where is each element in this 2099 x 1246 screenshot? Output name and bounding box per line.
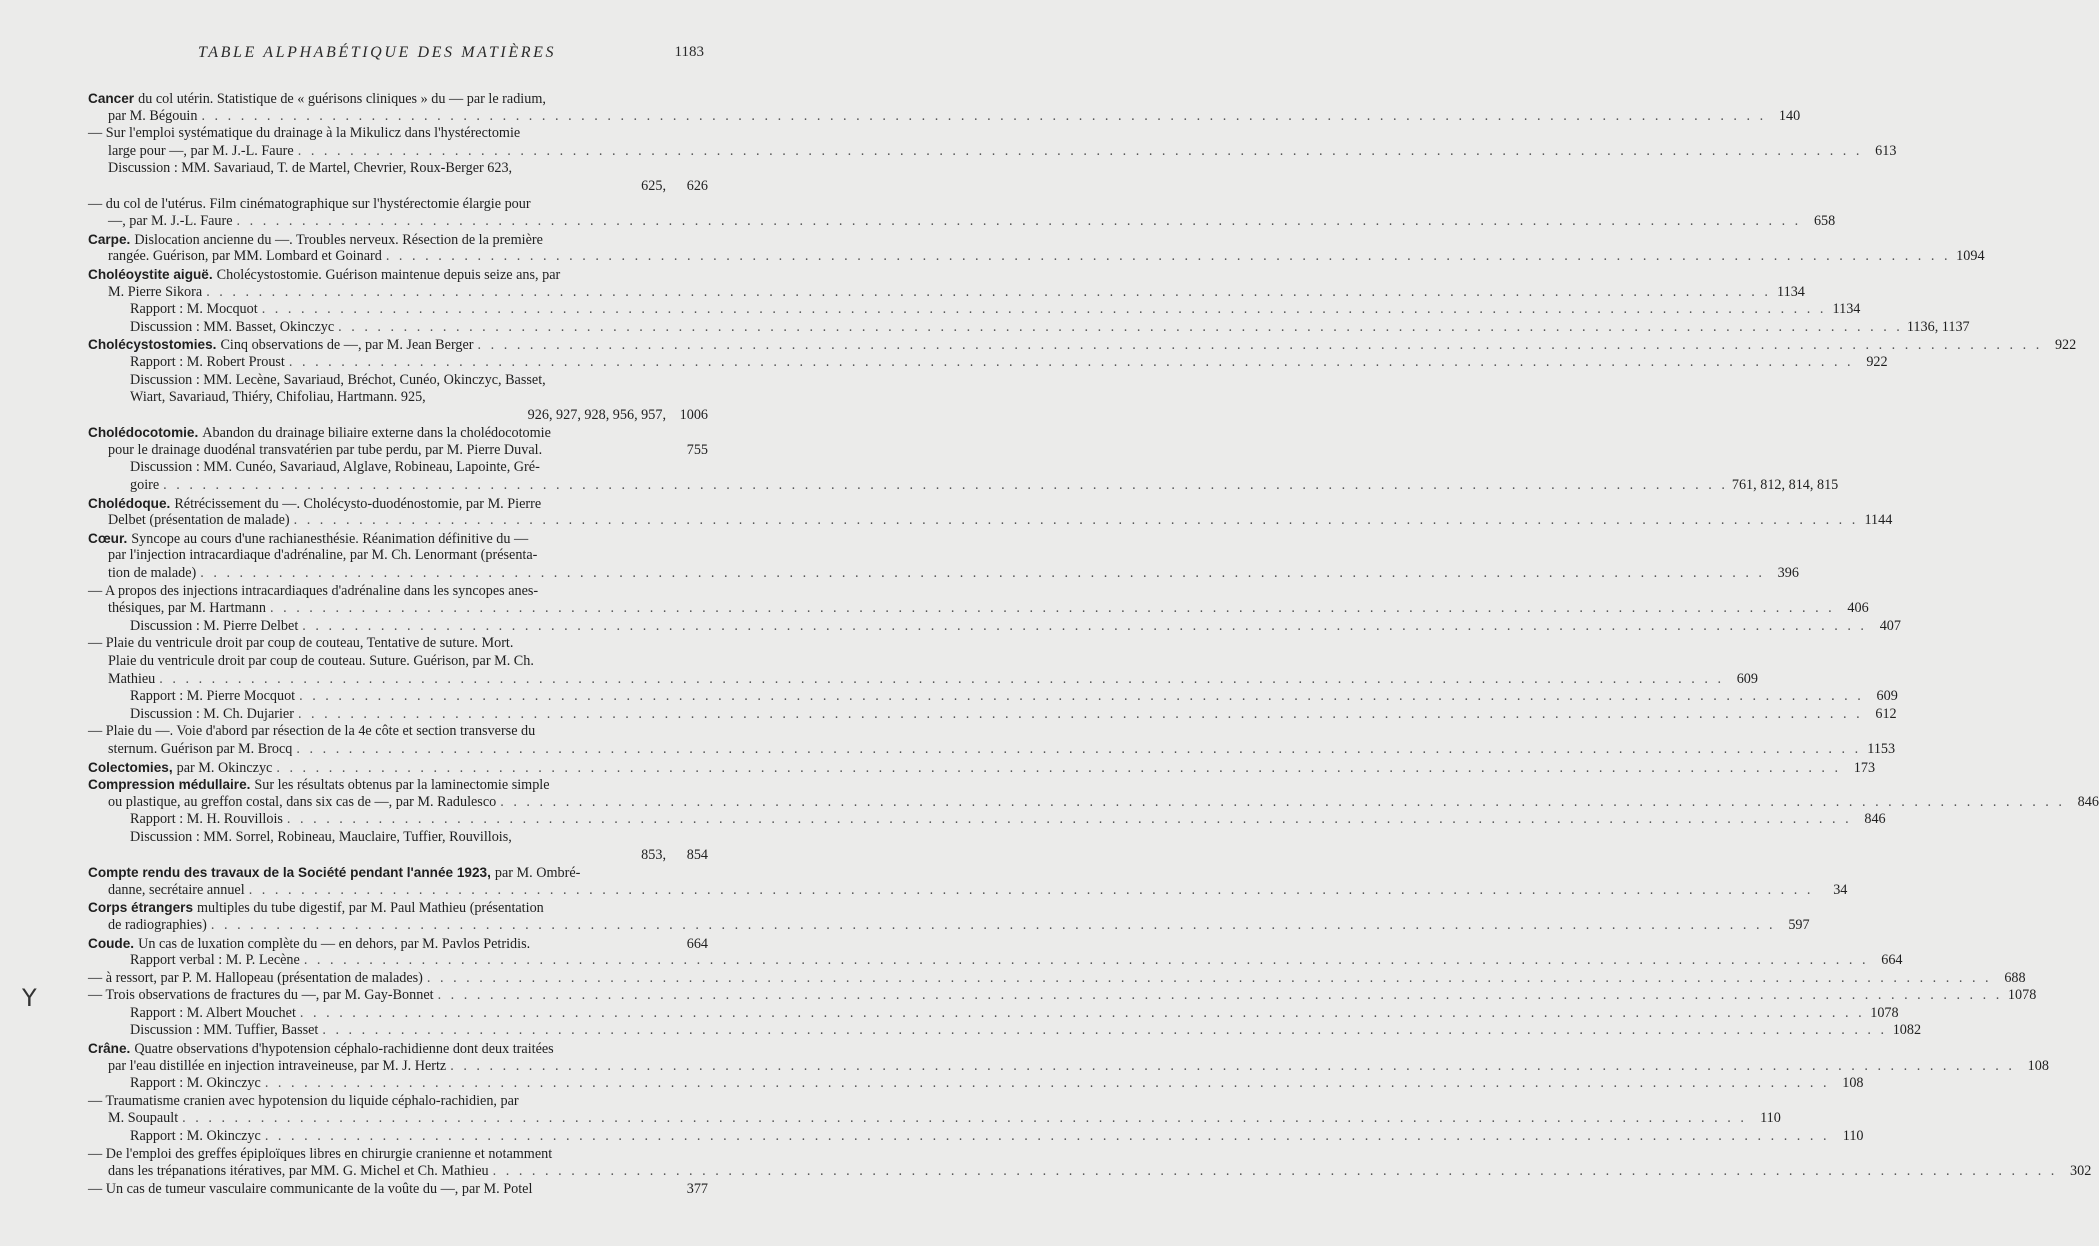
entry-body: Rétrécissement du —. Cholécysto-duodénostomie, par M. Pierre	[174, 495, 542, 512]
index-line	[88, 1022, 1922, 1040]
index-line	[88, 987, 2037, 1005]
entry-text	[88, 530, 528, 549]
entry-text	[130, 688, 295, 706]
leader-dots	[299, 688, 1864, 706]
page-ref: 664	[686, 935, 708, 952]
index-line	[88, 1004, 1899, 1023]
entry-text	[130, 618, 298, 636]
entry-body: tion de malade)	[108, 565, 197, 582]
page-ref: 1136, 1137	[1906, 318, 1970, 335]
entry-text	[108, 442, 542, 460]
leader-dots	[159, 671, 1724, 689]
entry-text	[108, 671, 155, 689]
page-ref: 1078	[1870, 1004, 1899, 1021]
page-ref: 613	[1875, 142, 1897, 159]
entry-text	[88, 970, 423, 988]
leader-dots	[302, 618, 1867, 636]
index-line	[88, 477, 1839, 495]
page-ref: 658	[1813, 213, 1836, 230]
entry-body: 926, 927, 928, 956, 957,	[527, 406, 666, 423]
entry-body: — De l'emploi des greffes épiploïques libres en chirurgie cranienne et notamment	[88, 1145, 553, 1162]
entry-body: Cholécystostomie. Guérison maintenue depuis seize ans, par	[216, 266, 561, 283]
entry-body: — Trois observations de fractures du —, par M. Gay-Bonnet	[88, 987, 434, 1004]
entry-text	[88, 1093, 519, 1111]
entry-body: — du col de l'utérus. Film cinématographique sur l'hystérectomie élargie pour	[88, 195, 531, 212]
leader-dots	[338, 319, 1903, 337]
index-line	[88, 178, 708, 196]
entry-body: Rapport verbal : M. P. Lecène	[130, 952, 300, 969]
entry-text	[88, 196, 531, 214]
index-line	[88, 705, 1897, 724]
entry-text	[108, 143, 294, 161]
leader-dots	[386, 248, 1951, 266]
entry-keyword: Cholédocotomie.	[88, 425, 199, 441]
index-line	[88, 459, 708, 477]
margin-mark: Y	[22, 984, 37, 1012]
entry-keyword: Coude.	[88, 935, 135, 951]
page-ref: 1153	[1867, 740, 1896, 757]
entry-keyword: Compression médullaire.	[88, 777, 251, 793]
entry-body: M. Soupault	[108, 1110, 179, 1127]
entry-keyword: Choléoystite aiguë.	[88, 266, 213, 282]
entry-body: goire	[130, 477, 160, 494]
entry-text	[130, 1022, 318, 1040]
entry-text	[88, 723, 535, 741]
entry-body: — A propos des injections intracardiaques d'adrénaline dans les syncopes anes-	[88, 582, 539, 599]
index-line	[88, 248, 1985, 266]
page-ref: 612	[1875, 705, 1897, 722]
leader-dots	[294, 512, 1859, 530]
entry-body: Rapport : M. Okinczyc	[130, 1128, 261, 1145]
entry-body: multiples du tube digestif, par M. Paul Mathieu (présentation	[197, 900, 544, 917]
leader-dots	[270, 600, 1835, 618]
index-line	[88, 301, 1861, 319]
entry-text	[88, 935, 530, 954]
entry-body: de radiographies)	[108, 916, 207, 933]
index-line	[88, 1057, 2049, 1076]
index-line	[88, 107, 1801, 126]
index-line	[88, 670, 1758, 689]
index-line	[88, 407, 708, 425]
entry-body: pour le drainage duodénal transvatérien par tube perdu, par M. Pierre Duval.	[108, 441, 543, 458]
leader-dots	[289, 354, 1854, 372]
page-ref: 688	[2004, 969, 2026, 986]
entry-body: du col utérin. Statistique de « guérisons cliniques » du — par le radium,	[138, 91, 546, 107]
leader-dots	[276, 760, 1841, 778]
entry-text	[528, 407, 666, 425]
index-line	[88, 1075, 1864, 1093]
entry-text	[108, 1163, 489, 1181]
entry-body: Rapport : M. H. Rouvillois	[130, 811, 283, 828]
index-line	[88, 1146, 708, 1164]
leader-dots	[298, 706, 1863, 724]
entry-text	[130, 1075, 261, 1093]
entry-body: Mathieu	[108, 670, 156, 687]
page-ref: 1082	[1892, 1022, 1922, 1039]
entry-text	[641, 178, 666, 196]
entry-text	[108, 653, 534, 671]
entry-keyword: Compte rendu des travaux de la Société pendant l'année 1923,	[88, 865, 491, 881]
page-ref: 597	[1788, 916, 1810, 933]
entry-body: — Plaie du —. Voie d'abord par résection de la 4e côte et section transverse du	[88, 723, 536, 740]
page-title: TABLE ALPHABÉTIQUE DES MATIÈRES	[198, 44, 557, 61]
entry-text	[88, 125, 520, 143]
entry-text	[88, 266, 560, 285]
entry-text	[88, 336, 474, 355]
leader-dots	[201, 108, 1766, 126]
index-line	[88, 160, 708, 178]
entry-text	[88, 899, 544, 918]
page-ref: 173	[1853, 759, 1876, 776]
index-line	[88, 653, 708, 671]
index-line	[88, 547, 708, 565]
index-line	[88, 829, 708, 847]
entry-text	[130, 389, 426, 407]
leader-dots	[237, 213, 1802, 231]
leader-dots	[265, 1128, 1830, 1146]
entry-keyword: Cholécystostomies.	[88, 337, 217, 353]
index-line	[88, 266, 708, 284]
entry-text	[88, 864, 580, 883]
entry-text	[130, 1128, 261, 1146]
page-ref: 1094	[1956, 248, 1985, 265]
entry-text	[108, 248, 382, 266]
page-ref: 1006	[679, 406, 708, 423]
page-ref: 1078	[2007, 987, 2037, 1004]
page-ref: 1134	[1832, 301, 1861, 318]
leader-dots	[182, 1110, 1747, 1128]
page-ref: 108	[2027, 1057, 2049, 1074]
index-line	[88, 1110, 1781, 1128]
entry-text	[108, 741, 292, 759]
index-line	[88, 600, 1869, 618]
entry-body: — à ressort, par P. M. Hallopeau (présentation de malades)	[88, 969, 423, 986]
index-line	[88, 793, 2099, 812]
index-line	[88, 723, 708, 741]
index-line	[88, 583, 708, 601]
index-line	[88, 969, 2026, 988]
entry-keyword: Colectomies,	[88, 759, 173, 775]
entry-keyword: Crâne.	[88, 1041, 131, 1057]
entry-body: Sur les résultats obtenus par la laminectomie simple	[254, 777, 550, 794]
entry-keyword: Cœur.	[88, 530, 128, 546]
entry-body: danne, secrétaire annuel	[108, 881, 245, 898]
page-ref: 377	[686, 1180, 708, 1197]
entry-text	[88, 776, 550, 795]
page-ref: 755	[686, 441, 708, 458]
entry-text	[88, 495, 541, 514]
index-entries	[88, 90, 2099, 1198]
index-line	[88, 231, 708, 249]
entry-text	[88, 1146, 552, 1164]
index-line	[88, 776, 708, 794]
entry-body: — Un cas de tumeur vasculaire communicante de la voûte du —, par M. Potel	[88, 1180, 533, 1197]
entry-body: Discussion : MM. Cunéo, Savariaud, Alglave, Robineau, Lapointe, Gré-	[130, 459, 540, 476]
leader-dots	[298, 143, 1863, 161]
entry-body: par l'injection intracardiaque d'adrénaline, par M. Ch. Lenormant (présenta-	[108, 547, 538, 564]
entry-text	[130, 372, 546, 390]
index-line	[88, 283, 1805, 302]
leader-dots	[300, 1005, 1865, 1023]
index-line	[88, 1040, 708, 1058]
entry-body: Dislocation ancienne du —. Troubles nerveux. Résection de la première	[134, 231, 543, 248]
entry-body: — Plaie du ventricule droit par coup de couteau, Tentative de suture. Mort.	[88, 635, 514, 652]
entry-keyword: Cholédoque.	[88, 495, 171, 511]
index-line	[88, 125, 708, 143]
entry-text	[88, 231, 543, 250]
entry-body: — Traumatisme cranien avec hypotension du liquide céphalo-rachidien, par	[88, 1092, 519, 1109]
entry-text	[108, 882, 245, 900]
page-ref: 34	[1833, 881, 1848, 898]
entry-text	[108, 1110, 178, 1128]
index-line	[88, 1163, 2092, 1181]
entry-body: rangée. Guérison, par MM. Lombard et Goinard	[108, 248, 382, 265]
entry-body: Rapport : M. Mocquot	[130, 301, 258, 318]
entry-body: Discussion : M. Pierre Delbet	[130, 617, 299, 634]
leader-dots	[206, 284, 1771, 302]
page-ref: 108	[1842, 1075, 1864, 1092]
index-line	[88, 740, 1896, 759]
entry-body: M. Pierre Sikora	[108, 283, 203, 300]
index-line	[88, 196, 708, 214]
entry-body: Discussion : M. Ch. Dujarier	[130, 705, 294, 722]
page-ref: 140	[1778, 107, 1801, 124]
entry-text	[108, 512, 290, 530]
entry-text	[88, 90, 546, 109]
page-ref: 922	[2054, 337, 2077, 354]
entry-text	[88, 759, 272, 778]
entry-keyword: Cancer	[88, 91, 135, 106]
index-line	[88, 881, 1848, 900]
entry-body: Abandon du drainage biliaire externe dans la cholédocotomie	[202, 425, 551, 442]
entry-text	[108, 108, 197, 126]
page-ref: 664	[1881, 952, 1903, 969]
entry-body: Wiart, Savariaud, Thiéry, Chifoliau, Hartmann. 925,	[130, 389, 426, 406]
entry-body: Discussion : MM. Sorrel, Robineau, Mauclaire, Tuffier, Rouvillois,	[130, 828, 512, 845]
entry-text	[88, 424, 551, 443]
entry-body: Un cas de luxation complète du — en dehors, par M. Pavlos Petridis.	[138, 935, 531, 952]
entry-text	[130, 459, 540, 477]
entry-text	[108, 600, 266, 618]
leader-dots	[322, 1022, 1887, 1040]
index-line	[88, 1093, 708, 1111]
leader-dots	[262, 301, 1827, 319]
index-line	[88, 318, 1970, 337]
entry-body: 625,	[641, 177, 666, 194]
page-ref: 396	[1777, 565, 1799, 582]
page-ref: 302	[2070, 1163, 2092, 1180]
entry-body: ou plastique, au greffon costal, dans six cas de —, par M. Radulesco	[108, 793, 497, 810]
entry-body: dans les trépanations itératives, par MM. G. Michel et Ch. Mathieu	[108, 1163, 489, 1180]
index-line	[88, 916, 1810, 935]
index-line	[88, 389, 708, 407]
index-line	[88, 1181, 708, 1199]
entry-text	[108, 547, 537, 565]
page-ref: 922	[1866, 353, 1888, 370]
index-line	[88, 952, 1903, 970]
index-line	[88, 424, 708, 442]
entry-text	[88, 583, 538, 601]
entry-body: par M. Okinczyc	[176, 759, 273, 776]
entry-body: large pour —, par M. J.-L. Faure	[108, 142, 294, 159]
index-line	[88, 336, 2077, 354]
leader-dots	[427, 970, 1992, 988]
leader-dots	[450, 1058, 2015, 1076]
index-line	[88, 90, 708, 108]
entry-body: Rapport : M. Okinczyc	[130, 1075, 261, 1092]
index-line	[88, 935, 708, 953]
entry-text	[108, 917, 207, 935]
index-line	[88, 759, 1876, 777]
entry-text	[130, 301, 258, 319]
entry-text	[108, 565, 196, 583]
index-line	[88, 142, 1897, 161]
index-line	[88, 495, 708, 513]
entry-body: Rapport : M. Robert Proust	[130, 353, 285, 370]
index-line	[88, 617, 1901, 636]
leader-dots	[211, 917, 1776, 935]
entry-text	[130, 1005, 296, 1023]
leader-dots	[200, 565, 1765, 583]
index-line	[88, 565, 1799, 583]
page-ref: 846	[1864, 811, 1886, 828]
page-ref: 609	[1876, 688, 1898, 705]
index-line	[88, 512, 1893, 530]
entry-body: par M. Ombré-	[494, 865, 581, 882]
index-line	[88, 864, 708, 882]
page-ref: 406	[1847, 600, 1869, 617]
page-ref: 1134	[1777, 283, 1805, 300]
page-ref: 854	[686, 846, 708, 863]
index-line	[88, 213, 1836, 231]
entry-body: —, par M. J.-L. Faure	[108, 213, 233, 230]
entry-body: Rapport : M. Pierre Mocquot	[130, 688, 296, 705]
index-line	[88, 372, 708, 390]
leader-dots	[500, 794, 2065, 812]
page-ref: 609	[1736, 670, 1758, 687]
entry-body: — Sur l'emploi systématique du drainage à la Mikulicz dans l'hystérectomie	[88, 125, 521, 142]
page-ref: 846	[2077, 793, 2099, 810]
entry-text	[108, 284, 202, 302]
entry-text	[130, 952, 300, 970]
leader-dots	[438, 987, 2003, 1005]
page-ref: 761, 812, 814, 815	[1731, 477, 1839, 494]
leader-dots	[287, 811, 1852, 829]
leader-dots	[304, 952, 1869, 970]
entry-body: 853,	[641, 846, 666, 863]
entry-keyword: Carpe.	[88, 231, 131, 247]
entry-body: Delbet (présentation de malade)	[108, 512, 290, 529]
leader-dots	[296, 741, 1861, 759]
index-line	[88, 1128, 1864, 1146]
entry-text	[130, 811, 283, 829]
index-line	[88, 847, 708, 865]
entry-body: Discussion : MM. Basset, Okinczyc	[130, 318, 335, 335]
entry-text	[88, 1181, 532, 1199]
entry-body: Quatre observations d'hypotension céphalo-rachidienne dont deux traitées	[134, 1041, 554, 1058]
page-number: 1183	[674, 44, 704, 60]
entry-body: Discussion : MM. Lecène, Savariaud, Bréchot, Cunéo, Okinczyc, Basset,	[130, 371, 546, 388]
entry-text	[130, 706, 294, 724]
page-ref: 110	[1842, 1128, 1864, 1145]
page-ref: 1144	[1864, 512, 1893, 529]
page-ref: 407	[1879, 617, 1901, 634]
entry-text	[108, 160, 512, 178]
index-line	[88, 530, 708, 548]
page-ref: 626	[686, 177, 708, 194]
entry-text	[88, 1040, 554, 1059]
entry-body: par l'eau distillée en injection intraveineuse, par M. J. Hertz	[108, 1057, 447, 1074]
entry-body: Plaie du ventricule droit par coup de couteau. Suture. Guérison, par M. Ch.	[108, 653, 534, 669]
entry-body: Syncope au cours d'une rachianesthésie. Réanimation définitive du —	[131, 530, 529, 547]
index-line	[88, 353, 1888, 372]
entry-text	[108, 794, 496, 812]
entry-body: par M. Bégouin	[108, 107, 198, 124]
running-header	[0, 44, 800, 64]
entry-text	[88, 635, 513, 653]
entry-body: Rapport : M. Albert Mouchet	[130, 1004, 296, 1021]
entry-text	[108, 213, 233, 231]
entry-keyword: Corps étrangers	[88, 900, 194, 916]
leader-dots	[493, 1163, 2058, 1181]
page-ref: 110	[1760, 1110, 1781, 1127]
entry-text	[108, 1058, 446, 1076]
entry-text	[130, 354, 285, 372]
index-line	[88, 635, 708, 653]
index-line	[88, 442, 708, 460]
entry-body: Discussion : MM. Tuffier, Basset	[130, 1022, 319, 1039]
entry-body: Discussion : MM. Savariaud, T. de Martel, Chevrier, Roux-Berger 623,	[108, 160, 513, 177]
leader-dots	[163, 477, 1728, 495]
leader-dots	[265, 1075, 1830, 1093]
leader-dots	[249, 882, 1814, 900]
entry-body: thésiques, par M. Hartmann	[108, 600, 266, 617]
entry-text	[130, 829, 512, 847]
entry-text	[641, 847, 666, 865]
entry-text	[130, 319, 334, 337]
entry-body: Cinq observations de —, par M. Jean Berger	[220, 337, 474, 354]
index-line	[88, 688, 1898, 706]
leader-dots	[478, 337, 2043, 355]
entry-text	[88, 987, 434, 1005]
entry-body: sternum. Guérison par M. Brocq	[108, 740, 293, 757]
index-line	[88, 811, 1886, 829]
index-line	[88, 899, 708, 917]
entry-text	[130, 477, 159, 495]
